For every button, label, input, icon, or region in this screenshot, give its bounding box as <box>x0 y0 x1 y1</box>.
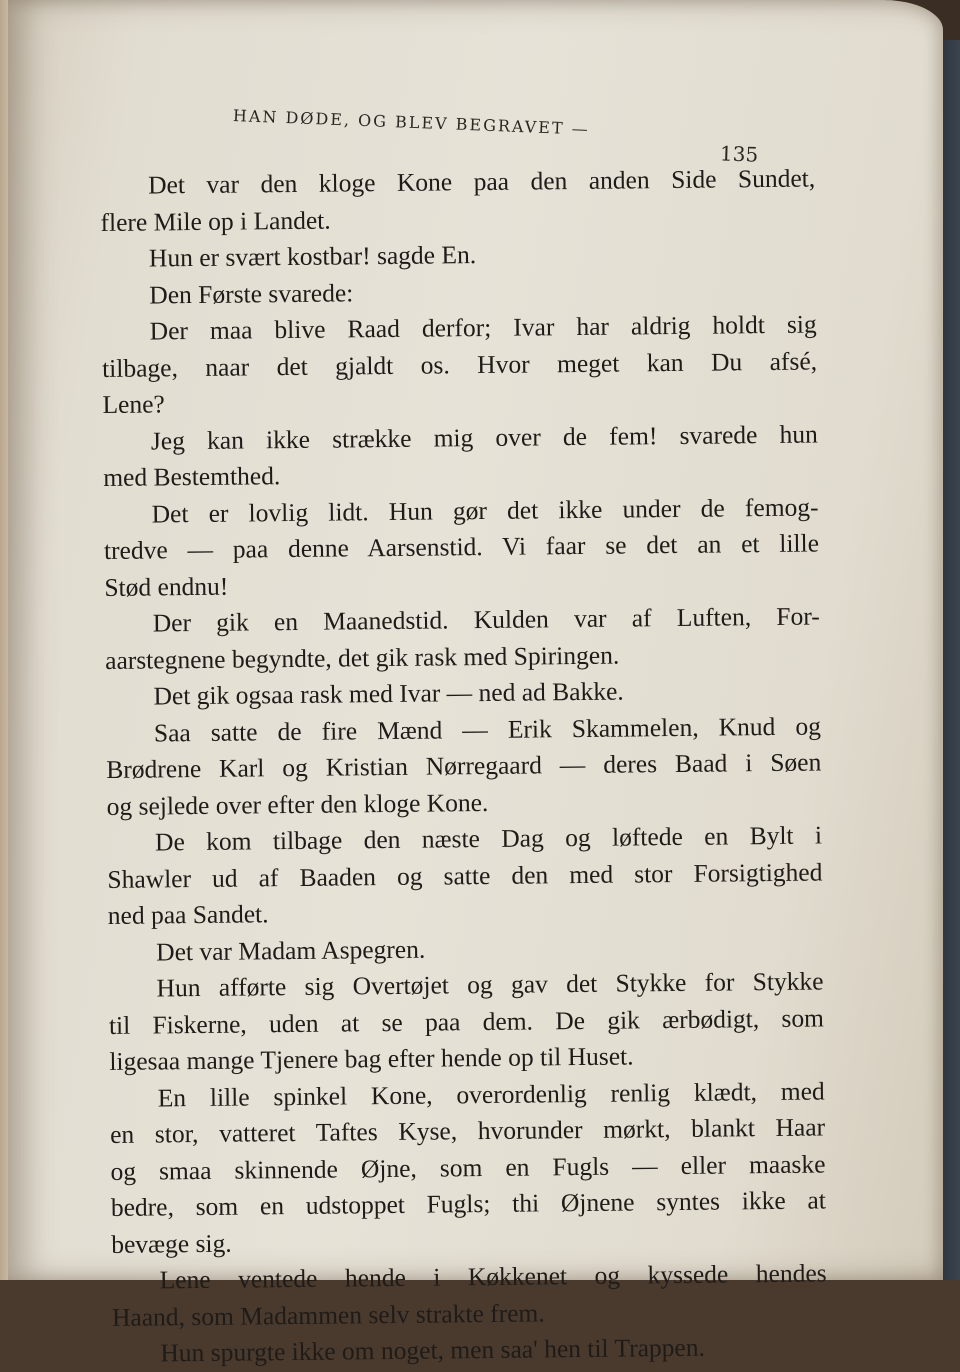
text-line: med Bestemthed. <box>103 461 281 492</box>
text-line: Det var den kloge Kone paa den anden Side Sundet, <box>148 163 816 200</box>
text-line: Jeg kan ikke strække mig over de fem! svarede hun <box>150 418 818 455</box>
text-line: og smaa skinnende Øjne, som en Fugls — eller maaske <box>110 1148 826 1186</box>
running-header: HAN DØDE, OG BLEV BEGRAVET — <box>232 106 591 139</box>
text-line: Stød endnu! <box>104 571 229 602</box>
text-line: Hun afførte sig Overtøjet og gav det Stykke for Stykke <box>156 966 824 1003</box>
text-line: Haand, som Madammen selv strakte frem. <box>111 1297 545 1332</box>
text-line: Hun spurgte ikke om noget, men saa' hen til Trappen. <box>160 1332 706 1368</box>
text-line: Brødrene Karl og Kristian Nørregaard — deres Baad i Søen <box>106 747 822 784</box>
text-line: Det var Madam Aspegren. <box>156 934 426 966</box>
text-line: Det er lovlig lidt. Hun gør det ikke under de femog- <box>151 491 819 528</box>
text-line: aarstegnene begyndte, det gik rask med Spiringen. <box>105 640 620 675</box>
text-line: Der gik en Maanedstid. Kulden var af Luften, For- <box>152 601 820 638</box>
text-line: Shawler ud af Baaden og satte den med stor Forsigtighed <box>107 856 823 894</box>
page-number: 135 <box>719 141 759 167</box>
text-line: flere Mile op i Landet. <box>100 205 331 237</box>
text-line: tredve — paa denne Aarsenstid. Vi faar se det an et lille <box>103 528 820 565</box>
text-line: og sejlede over efter den kloge Kone. <box>106 787 489 821</box>
text-line: en stor, vatteret Taftes Kyse, hvorunder mørkt, blankt Haar <box>109 1112 826 1149</box>
text-line: til Fiskerne, uden at se paa dem. De gik ærbødigt, som <box>108 1002 825 1040</box>
text-line: bedre, som en udstoppet Fugls; thi Øjnene syntes ikke at <box>110 1185 826 1222</box>
body-text <box>100 161 828 1372</box>
text-line: Saa satte de fire Mænd — Erik Skammelen, Knud og <box>153 710 822 747</box>
text-line: Hun er svært kostbar! sagde En. <box>148 240 477 273</box>
text-line: ned paa Sandet. <box>107 899 269 930</box>
text-line: Lene ventede hende i Køkkenet og kyssede hendes <box>159 1258 827 1295</box>
text-line: bevæge sig. <box>111 1228 232 1259</box>
text-line: Der maa blive Raad derfor; Ivar har aldrig holdt sig <box>149 309 817 346</box>
text-line: Lene? <box>102 389 165 419</box>
text-line: tilbage, naar det gjaldt os. Hvor meget kan Du afsé, <box>101 346 818 383</box>
text-line: De kom tilbage den næste Dag og løftede en Bylt i <box>154 820 823 857</box>
text-line: En lille spinkel Kone, overordenlig renlig klædt, med <box>157 1075 825 1112</box>
text-line: Den Første svarede: <box>149 277 354 309</box>
book-page <box>8 0 943 1368</box>
text-line: Det gik ogsaa rask med Ivar — ned ad Bakke. <box>153 676 624 711</box>
text-line: ligesaa mange Tjenere bag efter hende op til Huset. <box>109 1041 634 1076</box>
